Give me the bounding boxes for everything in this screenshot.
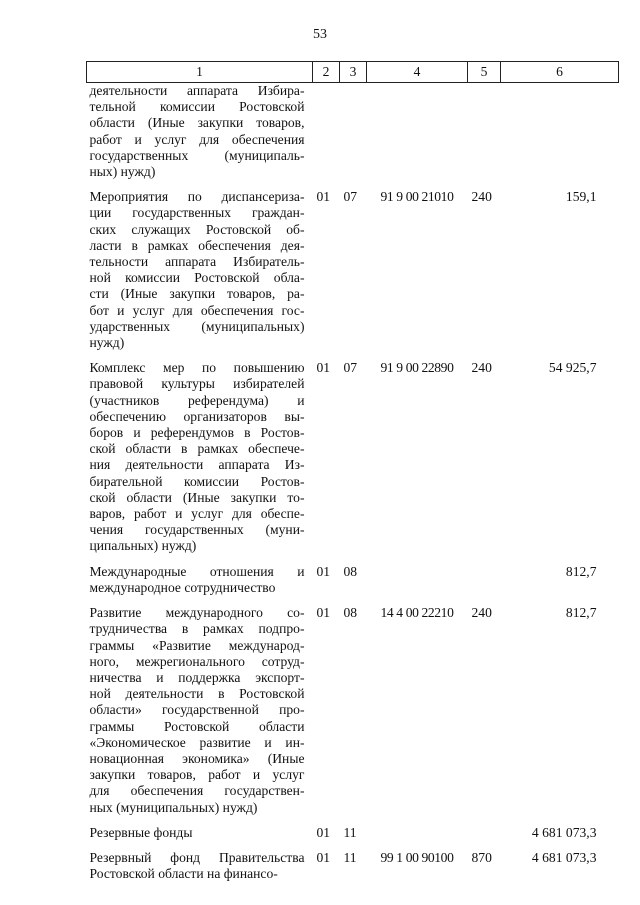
header-row (87, 62, 619, 83)
header-col-4: 4 (367, 62, 468, 83)
row-name-line: Комплекс мер по повышению (89, 360, 305, 376)
row-subsection-code: 11 (343, 849, 357, 865)
row-name (87, 83, 313, 181)
row-name-line: ских служащих Ростовской об- (89, 221, 305, 237)
row-name-line: Развитие международного со- (89, 605, 305, 621)
row-name (87, 816, 313, 841)
row-amount: 812,7 (565, 605, 597, 621)
row-name-line: (участников референдума) и (89, 392, 305, 408)
row-name-line: правовой культуры избирателей (89, 376, 305, 392)
row-target-article: 14 4 00 22210 (380, 605, 454, 621)
row-name-line: трудничества в рамках подпро- (89, 621, 305, 637)
row-name-line: Резервный фонд Правительства (89, 849, 305, 865)
row-name (87, 180, 313, 351)
table-row (87, 351, 619, 554)
row-name (87, 555, 313, 596)
row-target-article (367, 816, 468, 841)
row-name-line: сти (Иные закупки товаров, ра- (89, 286, 305, 302)
header-col-5: 5 (468, 62, 501, 83)
row-amount (501, 83, 619, 181)
row-name-line: боров и референдумов в Ростов- (89, 425, 305, 441)
row-name-line: новационная экономика» (Иные (89, 750, 305, 766)
row-subsection-code: 08 (343, 563, 358, 579)
row-target-article (367, 83, 468, 181)
row-target-article: 99 1 00 90100 (380, 849, 454, 865)
row-name-line: Ростовской области на финансо- (89, 866, 278, 882)
row-name-line: тельности аппарата Избиратель- (89, 254, 305, 270)
table-row (87, 816, 619, 841)
table-row (87, 596, 619, 816)
row-name-line: Международные отношения и (89, 563, 305, 579)
row-name-line: области» государственной про- (89, 702, 305, 718)
row-name-line: нужд) (89, 335, 125, 351)
row-target-article: 91 9 00 22890 (380, 360, 454, 376)
row-expense-type: 240 (471, 189, 492, 205)
row-name-line: тельной комиссии Ростовской (89, 99, 305, 115)
row-section-code: 01 (316, 563, 331, 579)
row-name-line: ния деятельности аппарата Из- (89, 457, 305, 473)
row-section-code: 01 (316, 360, 331, 376)
row-name-line: для обеспечения государствен- (89, 783, 305, 799)
row-section-code (313, 83, 340, 181)
row-name-line: граммы Ростовской области (89, 718, 305, 734)
row-name-line: ласти в рамках обеспечения дея- (89, 237, 305, 253)
row-name-line: ничества и поддержка экспорт- (89, 669, 305, 685)
row-name-line: ных) нужд) (89, 164, 156, 180)
row-name-line: ной комиссии Ростовской обла- (89, 270, 305, 286)
row-target-article (367, 555, 468, 596)
row-name-line: обеспечению организаторов вы- (89, 408, 305, 424)
row-name-line: «Экономическое развитие и ин- (89, 734, 305, 750)
row-expense-type: 240 (471, 605, 492, 621)
row-expense-type: 870 (471, 849, 492, 865)
table-row (87, 83, 619, 181)
header-col-6: 6 (501, 62, 619, 83)
row-name-line: ного, межрегионального сотруд- (89, 653, 305, 669)
row-name-line: закупки товаров, работ и услуг (89, 767, 305, 783)
row-name (87, 351, 313, 554)
row-name-line: ных (муниципальных) нужд) (89, 799, 258, 815)
row-name-line: ской области (Иные закупки то- (89, 489, 305, 505)
table-row (87, 180, 619, 351)
row-amount: 812,7 (565, 563, 597, 579)
row-name-line: бирательной комиссии Ростов- (89, 473, 305, 489)
row-expense-type (468, 816, 501, 841)
row-name-line: ции государственных граждан- (89, 205, 305, 221)
header-col-3: 3 (340, 62, 367, 83)
row-name-line: Резервные фонды (89, 824, 193, 840)
row-name-line: работ и услуг для обеспечения (89, 131, 305, 147)
row-subsection-code: 08 (343, 605, 358, 621)
row-name-line: чения государственных (муни- (89, 522, 305, 538)
row-target-article: 91 9 00 21010 (380, 189, 454, 205)
row-expense-type (468, 83, 501, 181)
row-name (87, 596, 313, 816)
row-subsection-code: 07 (343, 360, 358, 376)
row-subsection-code (340, 83, 367, 181)
budget-table (86, 61, 619, 882)
row-expense-type: 240 (471, 360, 492, 376)
row-subsection-code: 07 (343, 189, 358, 205)
row-name-line: ударственных (муниципальных) (89, 318, 305, 334)
row-name-line: граммы «Развитие международ- (89, 637, 305, 653)
table-row (87, 555, 619, 596)
row-expense-type (468, 555, 501, 596)
table-body (87, 83, 619, 883)
row-name-line: государственных (муниципаль- (89, 147, 305, 163)
row-name-line: ской области в рамках обеспече- (89, 441, 305, 457)
header-col-2: 2 (313, 62, 340, 83)
row-amount: 54 925,7 (548, 360, 597, 376)
row-section-code: 01 (316, 849, 331, 865)
row-section-code: 01 (316, 605, 331, 621)
row-amount: 4 681 073,3 (531, 849, 597, 865)
row-amount: 159,1 (565, 189, 597, 205)
row-subsection-code: 11 (343, 824, 357, 840)
row-name-line: международное сотрудничество (89, 579, 276, 595)
table-row (87, 841, 619, 882)
row-name-line: варов, работ и услуг для обеспе- (89, 506, 305, 522)
row-name-line: деятельности аппарата Избира- (89, 83, 305, 98)
row-name (87, 841, 313, 882)
row-name-line: бот и услуг для обеспечения гос- (89, 302, 305, 318)
header-col-1: 1 (87, 62, 313, 83)
row-name-line: области (Иные закупки товаров, (89, 115, 305, 131)
row-amount: 4 681 073,3 (531, 824, 597, 840)
row-section-code: 01 (316, 189, 331, 205)
row-name-line: Мероприятия по диспансеризa- (89, 189, 305, 205)
row-name-line: ципальных) нужд) (89, 538, 197, 554)
table-header (87, 62, 619, 83)
row-section-code: 01 (316, 824, 331, 840)
page-number: 53 (313, 27, 327, 42)
row-name-line: ной деятельности в Ростовской (89, 686, 305, 702)
